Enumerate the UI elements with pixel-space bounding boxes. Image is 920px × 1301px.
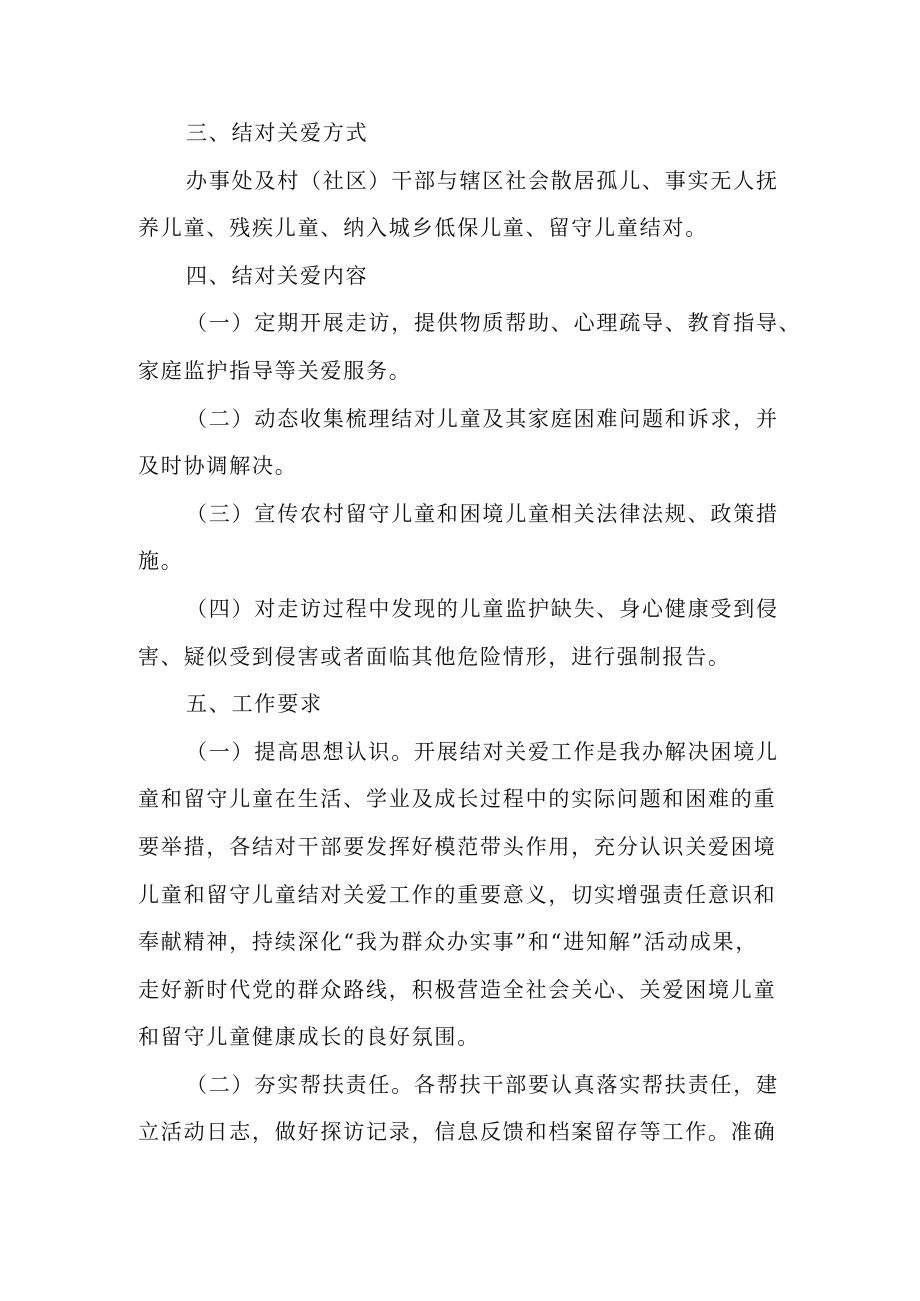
paragraph-line: 童和留守儿童在生活、学业及成长过程中的实际问题和困难的重 xyxy=(138,787,777,812)
paragraph-line: 走好新时代党的群众路线，积极营造全社会关心、关爱困境儿童 xyxy=(138,977,777,1002)
paragraph-line: （三）宣传农村留守儿童和困境儿童相关法律法规、政策措 xyxy=(186,501,779,526)
paragraph-line: 办事处及村（社区）干部与辖区社会散居孤儿、事实无人抚 xyxy=(186,168,779,193)
paragraph-line: 奉献精神，持续深化“我为群众办实事”和“进知解”活动成果， xyxy=(138,930,759,955)
paragraph-line: （一）定期开展走访，提供物质帮助、心理疏导、教育指导、 xyxy=(186,311,802,336)
section-heading-5: 五、工作要求 xyxy=(186,692,323,717)
section-heading-3: 三、结对关爱方式 xyxy=(186,121,369,145)
section-heading-4: 四、结对关爱内容 xyxy=(186,263,369,288)
paragraph-line: 要举措，各结对干部要发挥好模范带头作用，充分认识关爱困境 xyxy=(138,834,777,859)
paragraph-line: 及时协调解决。 xyxy=(138,454,298,479)
paragraph-line: 立活动日志，做好探访记录，信息反馈和档案留存等工作。准确 xyxy=(138,1120,777,1145)
paragraph-line: （一）提高思想认识。开展结对关爱工作是我办解决困境儿 xyxy=(186,739,779,764)
paragraph-line: （二）动态收集梳理结对儿童及其家庭困难问题和诉求，并 xyxy=(186,406,779,431)
paragraph-line: （二）夯实帮扶责任。各帮扶干部要认真落实帮扶责任，建 xyxy=(186,1072,779,1097)
paragraph-line: 害、疑似受到侵害或者面临其他危险情形，进行强制报告。 xyxy=(138,644,731,669)
paragraph-line: 养儿童、残疾儿童、纳入城乡低保儿童、留守儿童结对。 xyxy=(138,216,708,241)
paragraph-line: 和留守儿童健康成长的良好氛围。 xyxy=(138,1025,480,1050)
paragraph-line: 儿童和留守儿童结对关爱工作的重要意义，切实增强责任意识和 xyxy=(138,882,777,907)
paragraph-line: （四）对走访过程中发现的儿童监护缺失、身心健康受到侵 xyxy=(186,596,779,621)
paragraph-line: 施。 xyxy=(138,549,184,574)
document-body xyxy=(138,110,802,1157)
paragraph-line: 家庭监护指导等关爱服务。 xyxy=(138,358,412,383)
